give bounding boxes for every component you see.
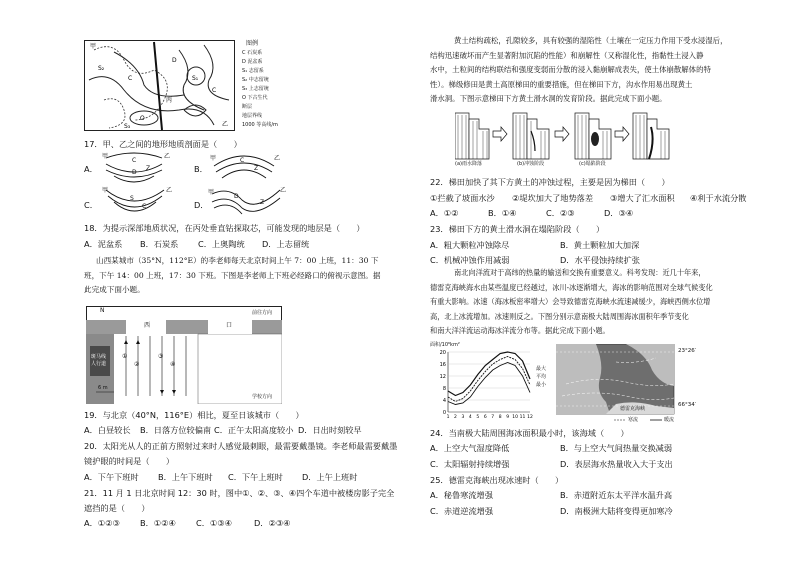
intro-line: 德雷克海峡海水由某些温度已经越过，冰川-冰逐渐增大，海冰的影响范围对全球气候变化 <box>430 282 713 292</box>
svg-text:S₂: S₂ <box>98 65 105 72</box>
chart-y-label: 面积/10⁶km² <box>430 342 460 348</box>
map-legend-title: 图例 <box>246 40 259 47</box>
intro-line: 水中，土粒间的结构联结和强度变弱而分散的浸入黏崩解成表失，使土体崩散解体的特 <box>430 65 711 75</box>
q24-stem: 24．当南极大陆周围海冰面积最小时，该海域（ ） <box>430 428 629 438</box>
intro-line: 此完成下面小题。 <box>84 285 145 295</box>
sea-ice-chart <box>430 342 552 422</box>
q21-option-a[interactable]: A．①②③ <box>84 518 120 528</box>
q22-item-3: ③增大了汇水面积 <box>610 193 675 203</box>
series-line-最小 <box>448 363 530 405</box>
map-legend-item: 1000 等高线/m <box>242 122 278 128</box>
intro-passage-right-2 <box>430 266 713 339</box>
crossroad-diagram <box>86 306 282 404</box>
sea-ice-chart-svg <box>430 342 552 422</box>
q22-item-2: ②堤坎加大了地势落差 <box>512 193 594 203</box>
svg-text:S₁: S₁ <box>192 75 199 82</box>
q21-options <box>84 518 291 529</box>
mark-yi-b: 乙 <box>274 155 281 162</box>
mark-c-a: C <box>132 157 137 164</box>
intro-line: 结构迅速破坏而产生显著附加沉陷的性能）和崩解性（又称湿化性，指黏性土浸入静 <box>430 50 704 60</box>
q19-option-a[interactable]: A．白昼较长 <box>84 425 131 435</box>
intro-line: 和南大洋洋流运动海冰洋流分布等。据此完成下面小题。 <box>430 326 610 336</box>
option-d-label: D． <box>194 200 209 210</box>
crossroad-figure <box>86 306 282 404</box>
q24-options-row2 <box>430 459 673 470</box>
stage-c <box>575 113 611 159</box>
q22-stem: 22．梯田加快了其下方黄土的冲蚀过程，主要是因为梯田（ ） <box>430 177 670 187</box>
q17-stem: 17．甲、乙之间的地形地质剖面是（ ） <box>84 139 242 149</box>
q22-options <box>430 208 633 219</box>
walkway-label: 人行道 <box>91 361 107 367</box>
q20-option-c[interactable]: C．下午上班时 <box>228 472 283 482</box>
q18-option-b[interactable]: B．石炭系 <box>140 239 179 249</box>
q25-option-c[interactable]: C．赤道逆流增强 <box>430 506 494 516</box>
map-legend-item: 断层 <box>242 104 253 110</box>
intro-line: 有重大影响。冰速（海冰板密率增大）会导致德雷克海峡水流速减缓少，海峡西侧水位增 <box>430 297 711 307</box>
q19-option-c[interactable]: C．正午太阳高度较小 <box>214 425 294 435</box>
q17-section-diagrams <box>84 150 344 216</box>
stage-b <box>513 113 549 159</box>
map-legend-item: 地层界线 <box>242 113 263 119</box>
map-legend <box>242 49 320 130</box>
x-tick-label: 2 <box>454 415 457 420</box>
q23-stem: 23．梯田下方的黄土滑水洞在塌陷阶段（ ） <box>430 224 605 234</box>
y-tick-label: 12 <box>439 374 446 380</box>
stage-caption-b: (b)冲蚀阶段 <box>517 161 545 167</box>
y-tick-label: 0 <box>442 410 446 416</box>
x-tick-label: 1 <box>446 415 450 420</box>
q25-options-row2 <box>430 506 673 517</box>
x-tick-label: 12 <box>527 415 533 420</box>
svg-text:甲: 甲 <box>90 43 97 50</box>
q24-option-a[interactable]: A．上空大气湿度降低 <box>430 443 510 453</box>
school-direction-label: 学校方向 <box>252 394 273 400</box>
y-tick-label: 16 <box>439 362 446 368</box>
q25-stem: 25．德雷克海峡出现冰速时（ ） <box>430 475 564 485</box>
section-c <box>106 190 164 211</box>
svg-text:D: D <box>172 57 177 64</box>
q25-option-b[interactable]: B．赤道附近东太平洋水温升高 <box>560 490 673 500</box>
intro-line: 南北向洋流对于高纬的热量的输送和交换有重要意义。科考发现：近几十年来， <box>454 268 706 277</box>
q19-option-b[interactable]: B．日落方位较偏南 <box>140 425 212 435</box>
distance-label: 6 m <box>98 385 108 391</box>
q22-option-a[interactable]: A．①② <box>430 208 459 218</box>
north-arrow-label: N <box>100 307 105 314</box>
q18-option-c[interactable]: C．上奥陶统 <box>198 239 245 249</box>
svg-text:丙: 丙 <box>166 97 173 104</box>
x-tick-label: 9 <box>506 415 510 420</box>
svg-text:S₃: S₃ <box>124 123 131 130</box>
q25-options-row1 <box>430 490 672 501</box>
intro-line: 山西某城市（35°N，112°E）的李老师每天北京时间上午 7：00 上班，11：30 下 <box>96 256 379 265</box>
lat-label-2: 66°34′ <box>678 402 696 408</box>
svg-text:②: ② <box>134 361 140 368</box>
zebra-label: 斑马线 <box>91 354 107 360</box>
q23-options-row1 <box>430 240 639 251</box>
svg-text:③: ③ <box>158 353 164 360</box>
q23-option-c[interactable]: C．机械冲蚀作用减弱 <box>430 255 510 265</box>
intro-line: 高，北上冰流增加。冰速则反之。下图分别示意南极大陆周围海冰面积年季节变化 <box>430 311 689 321</box>
mark-jia-d: 甲 <box>208 189 215 196</box>
q22-item-4: ④利于水流分散 <box>690 193 747 203</box>
svg-text:乙: 乙 <box>222 121 229 128</box>
strait-label: 德雷克海峡 <box>620 406 646 412</box>
q18-options <box>84 239 309 250</box>
intro-line: 黄土结构疏松，孔隙较多，具有较强的湿陷性（土壤在一定压力作用下受水浸湿后， <box>454 36 728 45</box>
q23-options-row2 <box>430 255 640 266</box>
intro-passage-left <box>84 254 380 298</box>
mark-jia-a: 甲 <box>102 153 109 160</box>
x-tick-label: 4 <box>468 415 472 420</box>
label-east: 口 <box>226 322 233 329</box>
mark-s-c: S <box>130 195 134 202</box>
work-direction-label: 前往方向 <box>252 310 273 316</box>
intro-passage-right <box>430 34 727 107</box>
q25-option-d[interactable]: D．南极洲大陆将变得更加寒冷 <box>560 506 673 516</box>
q21-stem-line1: 21．11 月 1 日北京时间 12：30 时，图中①、②、③、④四个车道中被楼房影子完全 <box>84 488 395 498</box>
q20-option-b[interactable]: B．上午下班时 <box>158 472 213 482</box>
mark-jia-c: 甲 <box>102 187 109 194</box>
southern-ocean-map <box>556 344 718 424</box>
svg-text:C: C <box>212 87 217 94</box>
q18-option-a[interactable]: A．泥盆系 <box>84 239 123 249</box>
q23-option-d[interactable]: D．水平侵蚀持续扩张 <box>560 255 640 265</box>
q25-option-a[interactable]: A．秘鲁寒流增强 <box>430 490 493 500</box>
q21-option-b[interactable]: B．①②④ <box>140 518 176 528</box>
stage-a <box>455 113 489 159</box>
q20-stem-line2: 镜护眼的时间是（ ） <box>84 456 175 466</box>
legend-min: 最小 <box>536 382 547 388</box>
y-tick-label: 20 <box>439 350 446 356</box>
svg-text:④: ④ <box>170 361 176 368</box>
y-tick-label: 4 <box>442 398 446 404</box>
mark-yi-a: 乙 <box>164 153 171 160</box>
q21-option-c[interactable]: C．①③④ <box>196 518 232 528</box>
map-legend-item: S₃ 上志留统 <box>242 86 269 92</box>
option-c-label: C． <box>84 200 98 210</box>
q22-option-b[interactable]: B．①④ <box>488 208 517 218</box>
x-tick-label: 7 <box>491 415 495 420</box>
q21-stem-line2: 遮挡的是（ ） <box>84 503 150 513</box>
q24-options-row1 <box>430 443 672 454</box>
q20-option-d[interactable]: D．上午上班时 <box>302 472 358 482</box>
q22-items <box>430 193 746 204</box>
label-west: 西 <box>144 322 151 329</box>
map-legend-item: C 石炭系 <box>242 50 263 56</box>
mark-z-b: Z <box>254 165 259 172</box>
q22-option-c[interactable]: C．②③ <box>546 208 575 218</box>
mark-z-d: Z <box>260 199 265 206</box>
svg-text:O: O <box>140 115 145 122</box>
map-legend-item: D 泥盆系 <box>242 59 263 65</box>
intro-line: 班，下午 14：00 上班，17：30 下班。下图是李老师上下班必经路口的俯视示意图。据 <box>84 270 381 280</box>
stage-d <box>633 113 669 159</box>
q18-stem: 18．为提示深部地质状况，在丙处垂直钻探取芯，可能发现的地层是（ ） <box>84 223 365 233</box>
x-tick-label: 6 <box>483 415 487 420</box>
x-tick-label: 10 <box>512 415 518 420</box>
stage-caption-a: (a)雨水降落 <box>455 161 482 167</box>
x-tick-label: 3 <box>461 415 465 420</box>
q19-options <box>84 425 362 436</box>
option-b-label: B． <box>194 164 208 174</box>
q19-option-d[interactable]: D．日出时刻较早 <box>298 425 362 435</box>
q23-option-a[interactable]: A．粗大颗粒冲蚀除尽 <box>430 240 510 250</box>
stage-caption-c: (c)塌陷阶段 <box>579 161 606 167</box>
mark-jia-b: 甲 <box>210 155 217 162</box>
x-tick-label: 11 <box>519 415 526 420</box>
mark-c-b: C <box>240 157 245 164</box>
mark-yi-c: 乙 <box>166 187 173 194</box>
q24-option-d[interactable]: D．表层海水热量收入大于支出 <box>560 459 673 469</box>
q19-stem: 19．与北京（40°N，116°E）相比，夏至日该城市（ ） <box>84 410 304 420</box>
x-tick-label: 5 <box>476 415 480 420</box>
q17-sections <box>84 150 344 216</box>
option-a-label: A． <box>84 164 98 174</box>
q22-option-d[interactable]: D．③④ <box>604 208 634 218</box>
legend-warm-current: 暖流 <box>664 417 675 423</box>
svg-text:①: ① <box>122 353 128 360</box>
q24-option-c[interactable]: C．太阳辐射持续增强 <box>430 459 510 469</box>
intro-line: 性）。梯级修田是黄土高原梯田的重要措施，但在梯田下方，沟水作用易出现黄土 <box>430 79 693 89</box>
lat-label-1: 23°26′ <box>678 348 696 354</box>
q18-option-d[interactable]: D．上志留统 <box>262 239 310 249</box>
q21-option-d[interactable]: D．②③④ <box>254 518 291 528</box>
legend-max: 最大 <box>536 366 547 372</box>
q23-option-b[interactable]: B．黄土颗粒加大加深 <box>560 240 640 250</box>
legend-avg: 平均 <box>536 374 547 380</box>
mark-d-d: D <box>234 193 239 200</box>
section-d <box>212 190 280 214</box>
q20-option-a[interactable]: A．下午下班时 <box>84 472 139 482</box>
q22-item-1: ①拦截了坡面水沙 <box>430 193 495 203</box>
intro-line: 滑水洞。下图示意梯田下方黄土滑水洞的发育阶段。据此完成下面小题。 <box>430 94 667 104</box>
map-legend-item: S₂ 中志留统 <box>242 77 269 83</box>
mark-c-c: C <box>142 203 147 210</box>
map-legend-item: S₁ 志留系 <box>242 68 264 74</box>
mark-yi-d: 乙 <box>280 187 287 194</box>
map-legend-item: O 下古生代 <box>242 95 268 101</box>
y-tick-label: 8 <box>442 386 446 392</box>
q24-option-b[interactable]: B．与上空大气间热量交换减弱 <box>560 443 673 453</box>
terrace-stages-figure <box>455 109 713 171</box>
q20-options <box>84 472 357 483</box>
svg-text:C: C <box>128 75 133 82</box>
southern-ocean-map-svg <box>556 344 718 424</box>
legend-cold-current: 寒流 <box>628 417 639 423</box>
q20-stem-line1: 20．太阳光从人的正前方照射过来时人感觉最刺眼，最需要戴墨镜。李老师最需要戴墨 <box>84 441 398 451</box>
mark-d-a: D <box>132 169 137 176</box>
geologic-map <box>84 40 320 132</box>
x-tick-label: 8 <box>498 415 502 420</box>
mark-z-a: Z <box>146 165 151 172</box>
